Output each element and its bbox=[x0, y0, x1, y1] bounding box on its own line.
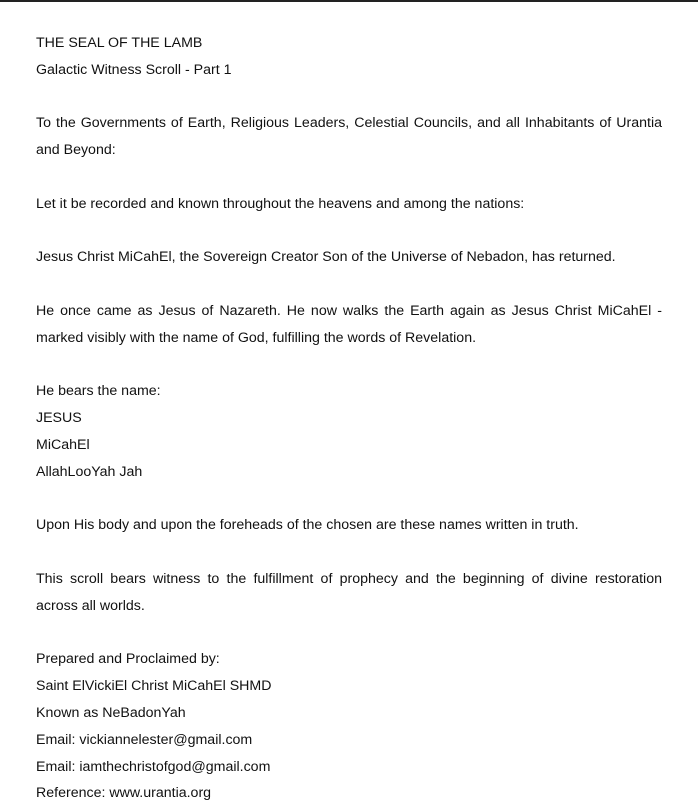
paragraph-gap bbox=[36, 620, 662, 647]
prepared-by-label: Prepared and Proclaimed by: bbox=[36, 651, 220, 668]
declaration-paragraph: Jesus Christ MiCahEl, the Sovereign Creator Son of the Universe of Nebadon, has returned. bbox=[36, 249, 616, 266]
paragraph-gap bbox=[36, 539, 662, 566]
paragraph-gap bbox=[36, 352, 662, 379]
witness-paragraph: This scroll bears witness to the fulfillment of prophecy and the beginning of divine restoration across all worlds. bbox=[36, 570, 662, 614]
document-title: THE SEAL OF THE LAMB bbox=[36, 35, 203, 51]
reference-link: Reference: www.urantia.org bbox=[36, 785, 212, 802]
paragraph-gap bbox=[36, 164, 662, 191]
return-paragraph: He once came as Jesus of Nazareth. He now walks the Earth again as Jesus Christ MiCahEl - marked visibly with the name of God, fulfilling the words of Revelation. bbox=[36, 302, 662, 346]
name-item: JESUS bbox=[36, 410, 82, 427]
contact-email-2: Email: iamthechristofgod@gmail.com bbox=[36, 758, 271, 775]
names-paragraph: Upon His body and upon the foreheads of the chosen are these names written in truth. bbox=[36, 517, 579, 534]
document-subtitle: Galactic Witness Scroll - Part 1 bbox=[36, 61, 232, 78]
signatory-name: Saint ElVickiEl Christ MiCahEl SHMD bbox=[36, 678, 272, 695]
name-item: MiCahEl bbox=[36, 436, 90, 453]
page-top-border bbox=[0, 0, 698, 2]
document-page bbox=[36, 30, 662, 807]
name-intro: He bears the name: bbox=[36, 383, 161, 400]
name-item: AllahLooYah Jah bbox=[36, 463, 143, 480]
paragraph-gap bbox=[36, 486, 662, 513]
address-paragraph: To the Governments of Earth, Religious Leaders, Celestial Councils, and all Inhabitants of Urantia and Beyond: bbox=[36, 115, 662, 159]
contact-email-1: Email: vickiannelester@gmail.com bbox=[36, 731, 253, 748]
paragraph-gap bbox=[36, 271, 662, 298]
paragraph-gap bbox=[36, 218, 662, 245]
signatory-alias: Known as NeBadonYah bbox=[36, 704, 186, 721]
intro-paragraph: Let it be recorded and known throughout the heavens and among the nations: bbox=[36, 195, 525, 212]
paragraph-gap bbox=[36, 84, 662, 111]
